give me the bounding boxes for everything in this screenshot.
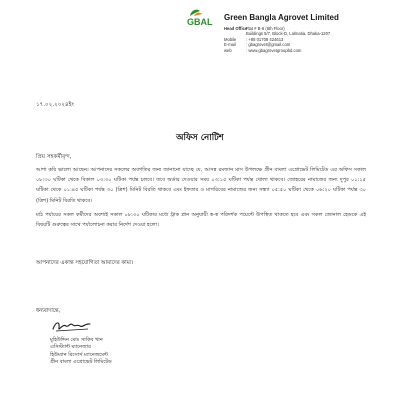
- notice-title: অফিস নোটিশ: [176, 133, 224, 143]
- notice-date: ১৭.০২.২০২৪ইং: [36, 102, 74, 108]
- contact-value: : gbagrovet@gmail.com: [246, 42, 291, 48]
- contact-value: : +88 01708 424613: [246, 36, 284, 42]
- contact-info: [224, 26, 330, 53]
- contact-label: Head Office :: [224, 26, 250, 31]
- contact-label: web: [224, 47, 232, 53]
- signatory-block: [50, 337, 112, 367]
- handwritten-signature: [50, 317, 94, 335]
- signatory-department: হিউম্যান রিসোর্স ম্যানেজমেন্ট: [50, 351, 108, 358]
- company-name: Green Bangla Agrovet Limited: [224, 13, 339, 22]
- closing-line: আপনাদের একান্ত সহযোগিতা আমাদের কাম্য।: [36, 260, 134, 266]
- thanks-line: ধন্যবাদান্তে,: [36, 308, 61, 314]
- signatory-company: গ্রীন বাংলা এগ্রোভেট লিমিটেড: [50, 359, 112, 366]
- contact-label: Mobile: [224, 36, 237, 42]
- logo-text: GBAL: [187, 17, 213, 27]
- body-paragraph: মাঠ পর্যায়ের সকল কর্মীদের অবশ্যই সকাল ০৮:৩০ ঘটিকার মধ্যে ট্রাক প্লান অনুযায়ী স্ব-স্ব পরিদর্শক পয়েন্টে উপস্থিত থাকতে হবে এবং সকল জোনাল হেডকে এই বিষয়টি গুরুত্বের সাথে পর্যালোচনা করার নির্দেশ দেওয়া হলো।: [36, 212, 366, 229]
- contact-value: Flat # B-6 (6th Floor): [246, 26, 285, 31]
- salutation: প্রিয় সহকর্মীবৃন্দ,: [36, 154, 72, 160]
- contact-value: Buildings 5/7, Block-D, Lalmatia, Dhaka-1207: [246, 31, 331, 37]
- contact-row: [224, 48, 330, 53]
- body-paragraph: আশা করি ভালো আছেন। আপনাদের সকলের অবগতির জন্য জানানো যাচ্ছে যে, আসন্ন রমজান মাস উপলক্ষে গ্রীন বাংলা এগ্রোভেট লিমিটেড এর অফিস সকাল ০৮:৩০ ঘটিকা থেকে বিকাল ০৩:৩০ ঘটিকা পর্যন্ত চলবে। তবে অর্ডার দেওয়ার সময় ০৩:১৫ ঘটিকা পর্যন্ত খোলা থাকবে। জোহরের নামাজের জন্য দুপুর ০১:১৫ ঘটিকা থেকে ০১:৪৫ ঘটিকা পর্যন্ত ৩০ (ত্রিশ) মিনিট বিরতি থাকবে এবং ইফতার ও মাগরিবের নামাজের জন্য সন্ধ্যা ০৫:৫০ ঘটিকা থেকে ০৬:২০ ঘটিকা পর্যন্ত ৩০ (ত্রিশ) মিনিট বিরতি থাকবে।: [36, 167, 366, 204]
- contact-value: : www.gbagrovetgroupbd.com: [246, 47, 302, 53]
- company-logo: [186, 7, 220, 27]
- signatory-name: মুহিউদ্দিন মোঃ সাকিব খান: [50, 337, 103, 343]
- signatory-designation: এসিস্ট্যান্ট ম্যানেজার: [50, 344, 91, 351]
- contact-label: E-mail: [224, 42, 236, 48]
